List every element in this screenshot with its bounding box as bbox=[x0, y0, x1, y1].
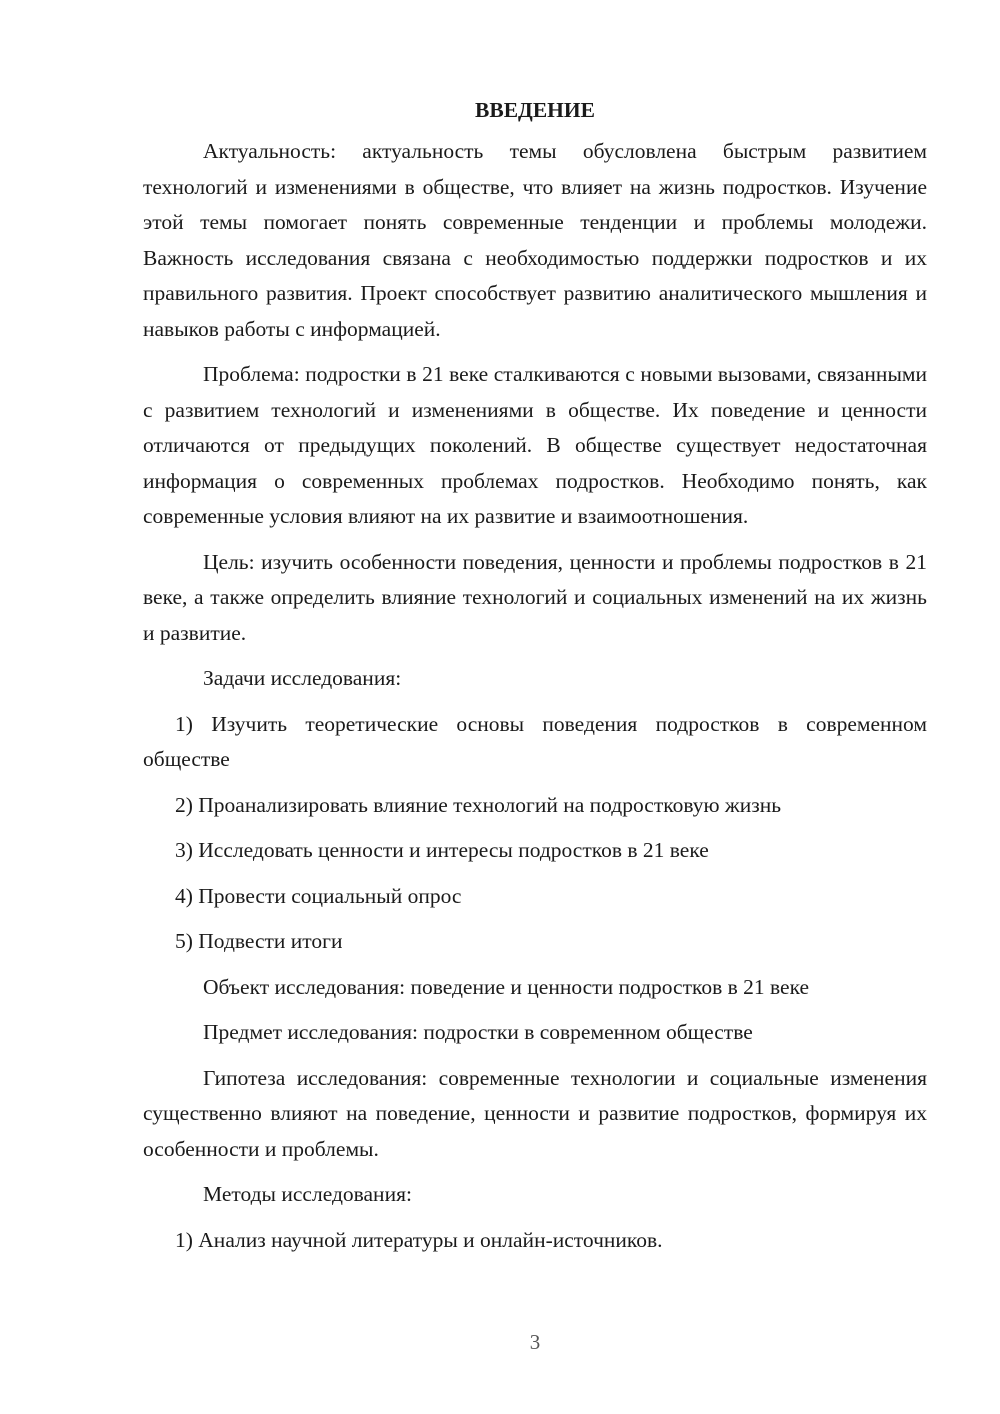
hypothesis-paragraph: Гипотеза исследования: современные технологии и социальные изменения существенно влияют на поведение, ценности и развитие подростков, формируя их особенности и проблемы. bbox=[143, 1065, 927, 1161]
problem-paragraph: Проблема: подростки в 21 веке сталкиваются с новыми вызовами, связанными с развитием технологий и изменениями в обществе. Их поведение и ценности отличаются от предыдущих поколений. В обществе существует недостаточная информация о современных проблемах подростков. Необходимо понять, как современные условия влияют на их развитие и взаимоотношения. bbox=[143, 362, 927, 528]
goal-paragraph: Цель: изучить особенности поведения, ценности и проблемы подростков в 21 веке, а также определить влияние технологий и социальных изменений на их жизнь и развитие. bbox=[143, 549, 927, 645]
task-item-1: 1) Изучить теоретические основы поведения подростков в современном обществе bbox=[143, 711, 927, 771]
task-item-4: 4) Провести социальный опрос bbox=[175, 883, 462, 908]
document-page bbox=[143, 92, 927, 1268]
page-number: 3 bbox=[529, 1330, 541, 1354]
methods-heading: Методы исследования: bbox=[203, 1182, 412, 1206]
section-title: ВВЕДЕНИЕ bbox=[475, 98, 595, 122]
method-item-1: 1) Анализ научной литературы и онлайн-источников. bbox=[175, 1227, 663, 1252]
task-item-5: 5) Подвести итоги bbox=[175, 929, 343, 953]
task-item-2: 2) Проанализировать влияние технологий на подростковую жизнь bbox=[175, 792, 782, 817]
subject-paragraph: Предмет исследования: подростки в современном обществе bbox=[203, 1020, 753, 1044]
tasks-heading: Задачи исследования: bbox=[203, 666, 402, 690]
actuality-paragraph: Актуальность: актуальность темы обусловлена быстрым развитием технологий и изменениями в обществе, что влияет на жизнь подростков. Изучение этой темы помогает понять современные тенденции и проблемы молодежи. Важность исследования связана с необходимостью поддержки подростков и их правильного развития. Проект способствует развитию аналитического мышления и навыков работы с информацией. bbox=[143, 139, 927, 341]
task-item-3: 3) Исследовать ценности и интересы подростков в 21 веке bbox=[175, 838, 709, 862]
object-paragraph: Объект исследования: поведение и ценности подростков в 21 веке bbox=[203, 974, 810, 999]
